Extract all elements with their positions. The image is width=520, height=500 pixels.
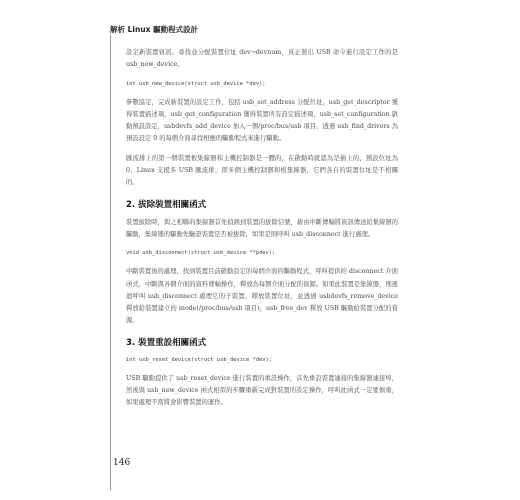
paragraph: USB 驅動提供了 usb_reset_device 進行裝置的重設操作，首先重設裝置連接的集線器連接埠，然後與 usb_new_device 函式相似的步驟重新完成對裝置的設定操作，呼叫此函式一定要慎重，如果處理不當將會影響裝置的運作。 <box>126 374 398 407</box>
paragraph: 中斷裝置後的處理，找到裝置目前啟動設定的每個介面的驅動程式，呼叫提供的 disconnect 介面函式，中斷與各個介面的資料傳輸操作，釋放為每個介面分配的資源。如果此裝置是集線器，則遞迴呼叫 usb_disconnect 處理它的子裝置，釋放裝置位址，並透過 usbdevfs_remove_device 釋放給裝置建立的 inode(/proc/bus/usb 項目)，usb_free_dev 釋放 USB 驅動給裝置分配的資源。 <box>126 268 398 325</box>
running-head: 解析 Linux 驅動程式設計 <box>110 25 199 34</box>
code-line: void usb_disconnect(struct usb_device **pdev); <box>126 250 276 257</box>
margin-rule <box>110 35 111 490</box>
code-line: int usb_new_device(struct usb_device *dev); <box>126 80 266 87</box>
paragraph: 匯流排上的第一個裝置根集線器和主機控制器是一體的，在啟動時就認為是插上的，預設位址為 0。Linux 支援多 USB 匯流排，即多個主機控制器和根集線器，它們各自的裝置位址是不相關的。 <box>126 154 398 187</box>
section-heading: 3. 裝置重設相關函式 <box>126 337 207 348</box>
code-line: int usb_reset_device(struct usb_device *dev); <box>126 356 273 363</box>
paragraph: 參數協定，完成新裝置的設定工作，包括 usb_set_address 分配位址，usb_get_descriptor 獲得裝置描述項，usb_get_configuration 獲得裝置所有設定描述項，usb_set_configuration 啟動預設設定，usbdevfs_add_device 加入一個/proc/bus/usb 項目，透過 usb_find_drivers 為預設設定 0 的每個介面尋找相應的驅動程式來進行驅動。 <box>126 98 398 143</box>
page-number: 146 <box>113 458 131 468</box>
page-content <box>126 47 398 417</box>
paragraph: 設定新裝置資訊。尋找並分配裝置位址 dev→devnum，真正發出 USB 命令進行設定工作的是 usb_new_device。 <box>126 49 398 69</box>
section-heading: 2. 拔除裝置相關函式 <box>126 199 207 210</box>
paragraph: 裝置拔除時，與之相聯的集線器首先偵測到裝置的拔除信號，藉由中斷傳輸將資訊傳送給集線器的驅動，集線器的驅動先驗證裝置是否被拔除，如果是則呼叫 usb_disconnect 進行處理。 <box>126 218 398 238</box>
